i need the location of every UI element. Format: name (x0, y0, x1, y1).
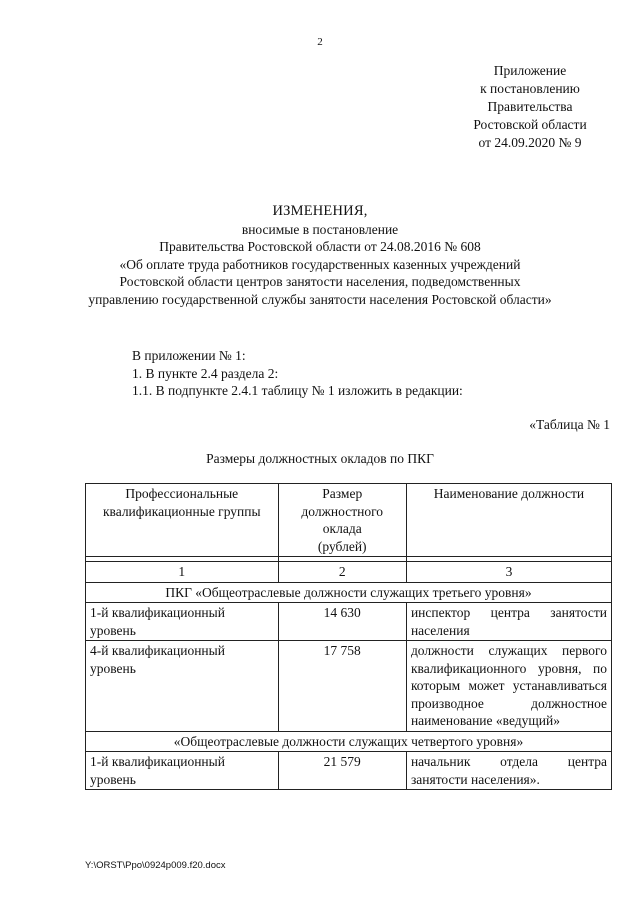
header-text: должностного (301, 503, 384, 519)
table-title: Размеры должностных окладов по ПКГ (206, 451, 434, 466)
title-line: Правительства Ростовской области от 24.08.2016 № 608 (159, 239, 481, 254)
group-title-row (86, 582, 612, 603)
appendix-block (440, 62, 620, 152)
header-cell-salary (278, 484, 406, 557)
table-row (86, 752, 612, 790)
group-title: ПКГ «Общеотраслевые должности служащих третьего уровня» (86, 582, 612, 603)
table-row (86, 641, 612, 732)
appendix-line: Приложение (493, 63, 567, 78)
appendix-line: к постановлению (480, 81, 580, 96)
body-line: В приложении № 1: (132, 348, 246, 363)
cell-position: должности служащих первого квалификационного уровня, по которым может устанавливаться производное должностное наименование «ведущий» (406, 641, 611, 732)
column-number: 2 (278, 562, 406, 583)
header-text: квалификационные группы (102, 503, 261, 519)
body-line: 1. В пункте 2.4 раздела 2: (132, 365, 279, 381)
group-title: «Общеотраслевые должности служащих четвертого уровня» (86, 731, 612, 752)
cell-level: 4-й квалификационный уровень (86, 641, 279, 732)
cell-salary: 21 579 (278, 752, 406, 790)
title-line: «Об оплате труда работников государственных казенных учреждений (119, 256, 521, 272)
group-title-row (86, 731, 612, 752)
header-cell-position: Наименование должности (406, 484, 611, 557)
table-header-row (86, 484, 612, 557)
header-text: оклада (322, 521, 362, 536)
column-numbers-row (86, 562, 612, 583)
header-text: Размер (322, 486, 363, 501)
column-number: 1 (86, 562, 279, 583)
title-line: управлению государственной службы занятости населения Ростовской области» (88, 291, 552, 307)
cell-level: 1-й квалификационный уровень (86, 752, 279, 790)
body-line: 1.1. В подпункте 2.4.1 таблицу № 1 изложить в редакции: (132, 383, 463, 398)
salary-table (85, 483, 612, 790)
title-line: вносимые в постановление (241, 221, 399, 237)
appendix-line: от 24.09.2020 № 9 (478, 135, 582, 150)
document-title (0, 203, 640, 308)
page-number: 2 (317, 36, 323, 48)
cell-salary: 14 630 (278, 603, 406, 641)
body-paragraphs (132, 347, 463, 400)
cell-level: 1-й квалификационный уровень (86, 603, 279, 641)
cell-salary: 17 758 (278, 641, 406, 732)
table-reference: «Таблица № 1 (529, 417, 610, 432)
cell-position: начальник отдела центра занятости населения». (406, 752, 611, 790)
header-text: (рублей) (317, 538, 367, 554)
cell-position: инспектор центра занятости населения (406, 603, 611, 641)
column-number: 3 (406, 562, 611, 583)
appendix-line: Правительства (487, 99, 573, 114)
table-row (86, 603, 612, 641)
header-text: Профессиональные (125, 486, 239, 501)
file-path-footer: Y:\ORST\Ppo\0924p009.f20.docx (85, 860, 226, 871)
header-cell-groups (86, 484, 279, 557)
appendix-line: Ростовской области (473, 117, 587, 132)
title-line: Ростовской области центров занятости населения, подведомственных (119, 274, 521, 289)
title-heading: ИЗМЕНЕНИЯ, (272, 203, 368, 219)
